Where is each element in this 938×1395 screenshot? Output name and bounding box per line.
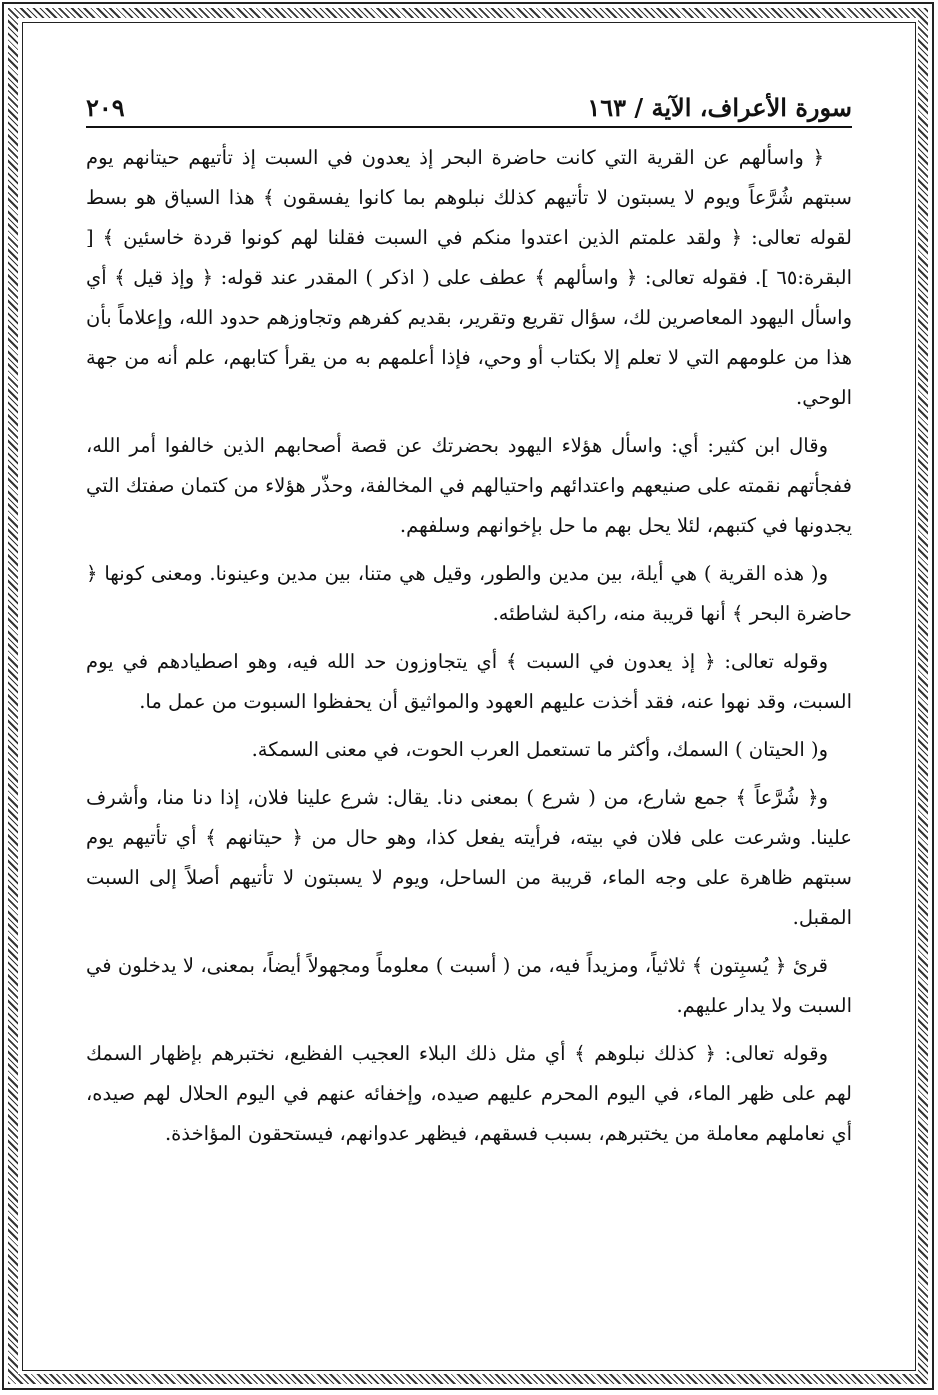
paragraph-transgress-sabbath: وقوله تعالى: ﴿ إذ يعدون في السبت ﴾ أي يتجاوزون حد الله فيه، وهو اصطيادهم في يوم السبت، وقد نهوا عنه، فقد أخذت عليهم العهود والمواثيق أن يحفظوا السبوت من عمل ما. <box>86 650 852 713</box>
paragraph-the-fish: و( الحيتان ) السمك، وأكثر ما تستعمل العرب الحوت، في معنى السمكة. <box>251 738 828 761</box>
paragraph-trial: وقوله تعالى: ﴿ كذلك نبلوهم ﴾ أي مثل ذلك البلاء العجيب الفظيع، نختبرهم بإظهار السمك لهم على ظهر الماء، في اليوم المحرم عليهم صيده، وإخفائه عنهم في اليوم الحلال لهم صيده، أي نعاملهم معاملة من يختبرهم، بسبب فسقهم، فيظهر عدوانهم، فيستحقون المؤاخذة. <box>86 1042 852 1145</box>
page-number: ٢٠٩ <box>86 93 125 122</box>
surah-verse-title: سورة الأعراف، الآية / ١٦٣ <box>587 93 852 122</box>
running-header <box>86 82 852 122</box>
paragraph-reading: قرئ ﴿ يُسبِتون ﴾ ثلاثياً، ومزيداً فيه، من ( أسبت ) معلوماً ومجهولاً أيضاً، بمعنى، لا يدخلون في السبت ولا يدار عليهم. <box>86 954 852 1017</box>
paragraph-ibn-kathir: وقال ابن كثير: أي: واسأل هؤلاء اليهود بحضرتك عن قصة أصحابهم الذين خالفوا أمر الله، ففجأتهم نقمته على صنيعهم واعتدائهم واحتيالهم في المخالفة، وحذّر هؤلاء من كتمان صفتك التي يجدونها في كتبهم، لئلا يحل بهم ما حل بإخوانهم وسلفهم. <box>86 434 852 537</box>
paragraph-verse-intro: ﴿ واسألهم عن القرية التي كانت حاضرة البحر إذ يعدون في السبت إذ تأتيهم حيتانهم يوم سبتهم شُرَّعاً ويوم لا يسبتون لا تأتيهم كذلك نبلوهم بما كانوا يفسقون ﴾ هذا السياق هو بسط لقوله تعالى: ﴿ ولقد علمتم الذين اعتدوا منكم في السبت فقلنا لهم كونوا قردة خاسئين ﴾ [ البقرة:٦٥ ]. فقوله تعالى: ﴿ واسألهم ﴾ عطف على ( اذكر ) المقدر عند قوله: ﴿ وإذ قيل ﴾ أي واسأل اليهود المعاصرين لك، سؤال تقريع وتقرير، بقديم كفرهم وتجاوزهم حدود الله، وإعلاماً بأن هذا من علومهم التي لا تعلم إلا بكتاب أو وحي، فإذا أعلمهم به من يقرأ كتابهم، علم أنه من جهة الوحي. <box>86 146 852 409</box>
page-body <box>86 138 852 1162</box>
header-divider <box>86 126 852 128</box>
paragraph-shurraan: و﴿ شُرَّعاً ﴾ جمع شارع، من ( شرع ) بمعنى دنا. يقال: شرع علينا فلان، إذا دنا منا، وأشرف علينا. وشرعت على فلان في بيته، فرأيته يفعل كذا، وهو حال من ﴿ حيتانهم ﴾ أي تأتيهم يوم سبتهم ظاهرة على وجه الماء، قريبة من الساحل، ويوم لا يسبتون لا تأتيهم أصلاً إلى السبت المقبل. <box>86 786 852 929</box>
paragraph-the-village: و( هذه القرية ) هي أيلة، بين مدين والطور، وقيل هي متنا، بين مدين وعينونا. ومعنى كونها ﴿ حاضرة البحر ﴾ أنها قريبة منه، راكبة لشاطئه. <box>86 562 852 625</box>
